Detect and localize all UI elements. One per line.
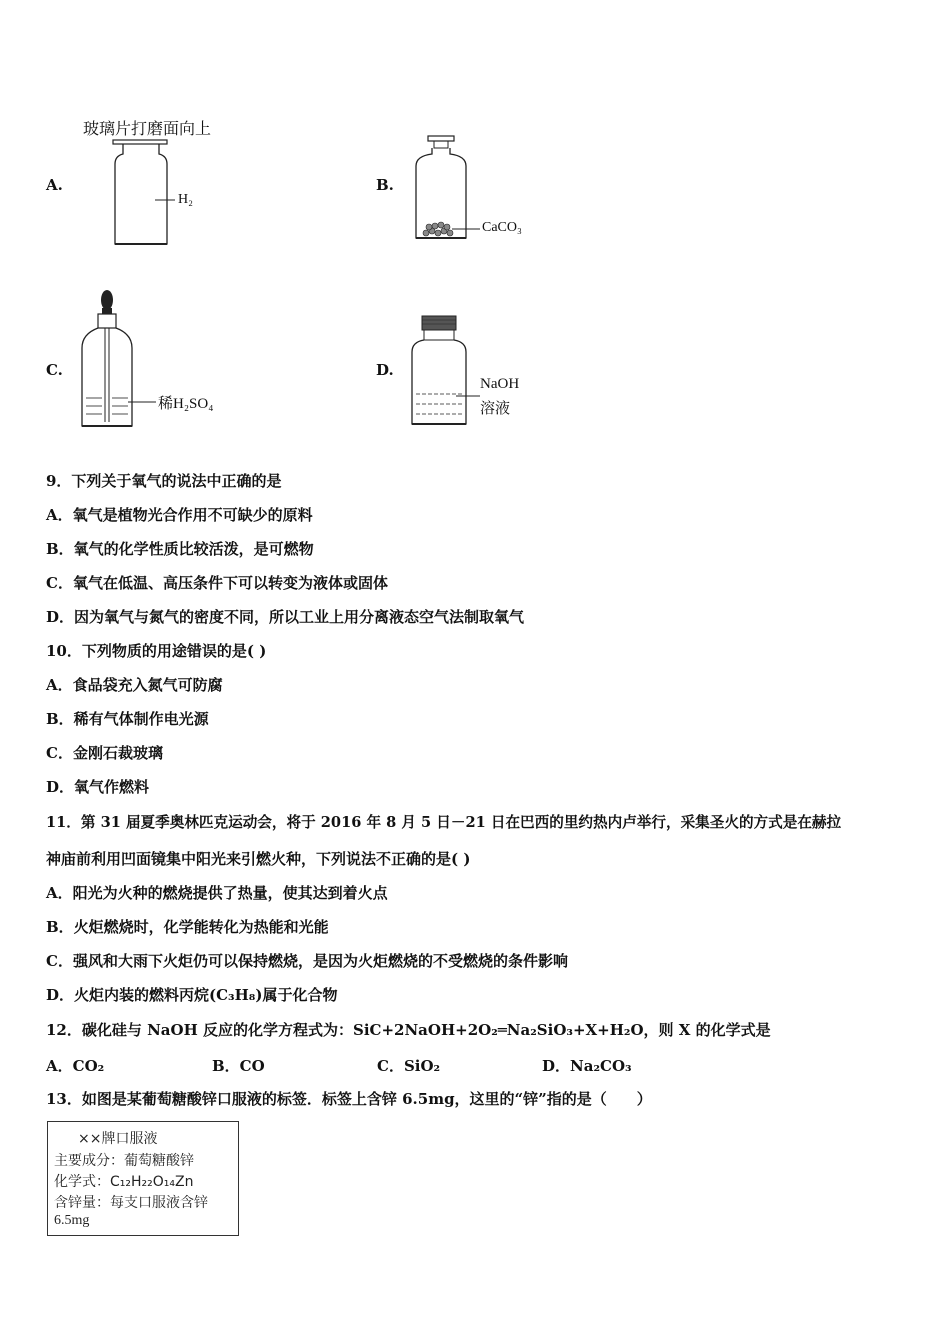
gas-jar-a-illustration bbox=[105, 136, 175, 248]
figure-a-label: H₂ bbox=[178, 192, 193, 207]
q10-option-a: A．食品袋充入氮气可防腐 bbox=[46, 676, 223, 694]
label-line-c bbox=[128, 398, 158, 406]
liquid-lines bbox=[86, 398, 128, 414]
label-line-d bbox=[456, 392, 482, 400]
bottle-body bbox=[412, 340, 466, 424]
q11-stem-line1: 11．第 31 届夏季奥林匹克运动会，将于 2016 年 8 月 5 日－21 日在巴西的里约热内卢举行，采集圣火的方式是在赫拉 bbox=[46, 814, 842, 831]
q9-option-a: A．氧气是植物光合作用不可缺少的原料 bbox=[46, 506, 313, 524]
caco3-pellets bbox=[423, 222, 453, 236]
product-label-line4: 6.5mg bbox=[54, 1213, 90, 1228]
q10-option-b: B．稀有气体制作电光源 bbox=[46, 710, 209, 728]
figure-d-label-line2: 溶液 bbox=[480, 399, 511, 417]
figure-a-caption: 玻璃片打磨面向上 bbox=[83, 119, 212, 138]
q10-option-c: C．金刚石裁玻璃 bbox=[46, 744, 163, 762]
figure-c-label: 稀H₂SO₄ bbox=[158, 396, 214, 412]
reagent-bottle-d-illustration bbox=[408, 314, 470, 428]
q11-option-d: D．火炬内装的燃料丙烷(C₃H₈)属于化合物 bbox=[46, 986, 338, 1004]
product-label-box bbox=[47, 1121, 239, 1236]
q11-option-a: A．阳光为火种的燃烧提供了热量，使其达到着火点 bbox=[46, 884, 388, 902]
q11-option-c: C．强风和大雨下火炬仍可以保持燃烧，是因为火炬燃烧的不受燃烧的条件影响 bbox=[46, 952, 568, 970]
figure-c-letter: C. bbox=[46, 361, 63, 379]
q12-option-a: A．CO₂ bbox=[46, 1057, 105, 1075]
q9-option-c: C．氧气在低温、高压条件下可以转变为液体或固体 bbox=[46, 574, 388, 592]
figure-a-letter: A. bbox=[46, 176, 63, 194]
rubber-stopper bbox=[422, 316, 456, 330]
label-line-a bbox=[155, 196, 177, 204]
q12-option-d: D．Na₂CO₃ bbox=[542, 1057, 632, 1075]
stopper bbox=[428, 136, 454, 141]
q12-option-c: C．SiO₂ bbox=[377, 1057, 441, 1075]
q10-stem: 10．下列物质的用途错误的是( ) bbox=[46, 642, 267, 660]
q13-stem: 13．如图是某葡萄糖酸锌口服液的标签．标签上含锌 6.5mg，这里的“锌”指的是（ ） bbox=[46, 1090, 652, 1108]
product-label-line3: 含锌量：每支口服液含锌 bbox=[54, 1195, 208, 1211]
bottle-neck bbox=[98, 314, 116, 328]
product-label-title: ××牌口服液 bbox=[78, 1131, 158, 1147]
dropper-bottle-c-illustration bbox=[78, 286, 140, 430]
figure-b-letter: B. bbox=[376, 176, 394, 194]
label-line-b bbox=[452, 225, 482, 233]
q9-stem: 9．下列关于氧气的说法中正确的是 bbox=[46, 472, 282, 490]
jar-body bbox=[115, 144, 167, 244]
q9-option-d: D．因为氧气与氮气的密度不同，所以工业上用分离液态空气法制取氧气 bbox=[46, 608, 525, 626]
q11-stem-line2: 神庙前利用凹面镜集中阳光来引燃火种，下列说法不正确的是( ) bbox=[46, 850, 471, 868]
q10-option-d: D．氧气作燃料 bbox=[46, 778, 150, 796]
q12-stem: 12．碳化硅与 NaOH 反应的化学方程式为：SiC+2NaOH+2O₂═Na₂SiO₃+X+H₂O，则 X 的化学式是 bbox=[46, 1021, 771, 1039]
glass-plate bbox=[113, 140, 167, 144]
q9-option-b: B．氧气的化学性质比较活泼，是可燃物 bbox=[46, 540, 314, 558]
figure-d-letter: D. bbox=[376, 361, 394, 379]
q11-option-b: B．火炬燃烧时，化学能转化为热能和光能 bbox=[46, 918, 329, 936]
bottle-body bbox=[82, 328, 132, 426]
q12-option-b: B．CO bbox=[212, 1057, 265, 1075]
product-label-line2: 化学式：C₁₂H₂₂O₁₄Zn bbox=[54, 1174, 194, 1190]
figure-d-label-line1: NaOH bbox=[480, 376, 520, 392]
figure-b-label: CaCO₃ bbox=[482, 220, 522, 235]
rubber-bulb bbox=[101, 290, 113, 310]
product-label-line1: 主要成分：葡萄糖酸锌 bbox=[54, 1153, 194, 1169]
